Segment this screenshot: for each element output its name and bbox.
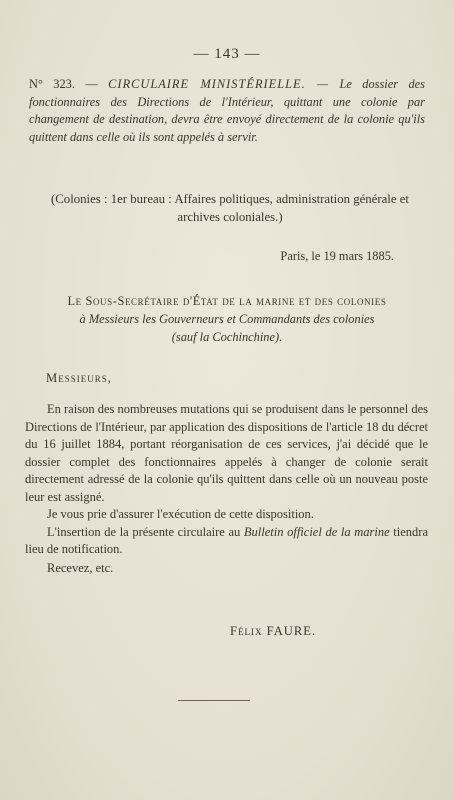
paragraph-3-end: tiendra lieu de notification.	[25, 524, 428, 556]
bulletin-reference: Bulletin officiel de la marine	[243, 524, 390, 539]
heading-sender: Le Sous-Secrétaire d'État de la marine et des colonies	[67, 294, 387, 308]
paragraph-2: Je vous prie d'assurer l'exécution de cette disposition.	[47, 507, 314, 521]
letter-heading	[24, 292, 430, 346]
heading-recipient: à Messieurs les Gouverneurs et Commandants des colonies	[79, 312, 375, 326]
paragraph-1: En raison des nombreuses mutations qui se produisent dans le personnel des Directions de l'Intérieur, par application des dispositions de l'article 18 du décret du 16 juillet 1884, portant réorganisation de ces services, j'ai décidé que le dossier complet des fonctionnaires appelés à changer de colonie serait directement adressé de la colonie qu'ils quittent dans celle où un nouveau poste leur est assigné.	[25, 402, 428, 504]
salutation: Messieurs,	[46, 371, 112, 385]
colonies-note: (Colonies : 1er bureau : Affaires politiques, administration générale et archives coloniales.)	[51, 192, 409, 224]
circular-summary: Le dossier des fonctionnaires des Directions de l'Intérieur, quittant une colonie par changement de destination, devra être envoyé directement de la colonie qu'ils quittent dans celle où ils sont appelés à servir.	[29, 77, 425, 144]
page-number: — 143 —	[193, 46, 261, 62]
paragraph-closing: Recevez, etc.	[47, 560, 114, 575]
heading-exception: (sauf la Cochinchine).	[171, 330, 283, 344]
circular-title: CIRCULAIRE MINISTÉRIELLE. —	[108, 77, 330, 91]
letter-date: Paris, le 19 mars 1885.	[280, 249, 394, 263]
circular-number: N° 323. —	[29, 77, 98, 91]
circular-intro	[29, 76, 425, 146]
divider-rule	[178, 700, 250, 701]
signature: Félix FAURE.	[230, 624, 317, 638]
paragraph-3	[25, 524, 428, 559]
letter-body	[25, 401, 428, 577]
paragraph-3-start: L'insertion de la présente circulaire au	[47, 524, 241, 539]
